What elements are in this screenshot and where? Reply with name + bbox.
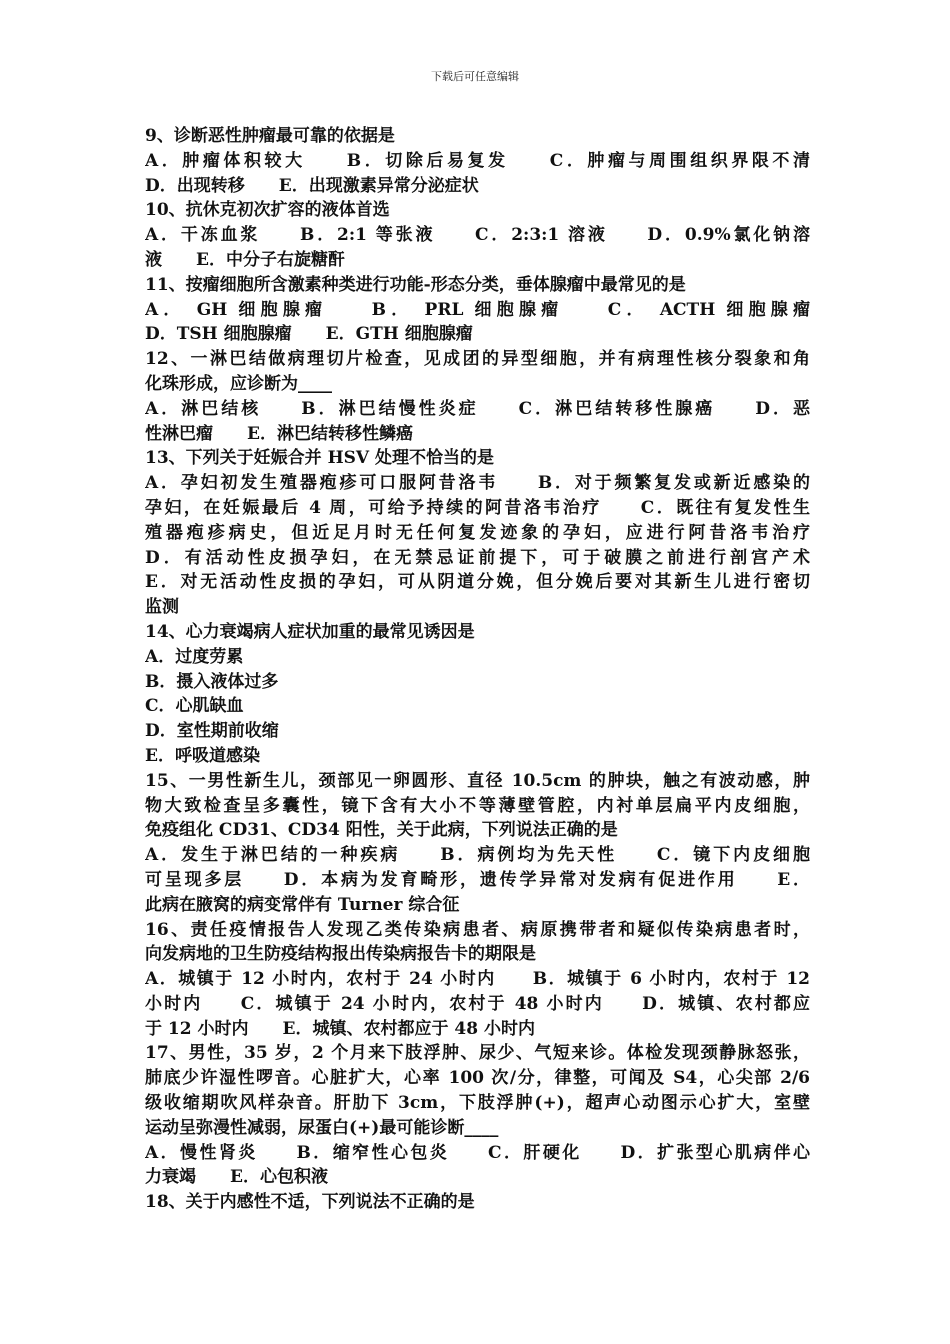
text-line: D．TSH 细胞腺瘤 E．GTH 细胞腺瘤 (145, 324, 473, 345)
text-line: A．淋巴结核 B．淋巴结慢性炎症 C．淋巴结转移性腺癌 D．恶 (145, 398, 810, 419)
text-line: 性淋巴瘤 E．淋巴结转移性鳞癌 (145, 423, 413, 444)
text-line: E．呼吸道感染 (145, 745, 260, 766)
text-line: E．对无活动性皮损的孕妇，可从阴道分娩，但分娩后要对其新生儿进行密切 (145, 572, 810, 593)
text-line: 此病在腋窝的病变常伴有 Turner 综合征 (145, 894, 460, 915)
text-line: 于 12 小时内 E．城镇、农村都应于 48 小时内 (145, 1018, 535, 1039)
text-line: 液 E．中分子右旋糖酐 (145, 249, 345, 270)
text-line: 12、一淋巴结做病理切片检查，见成团的异型细胞，并有病理性核分裂象和角 (145, 349, 810, 370)
text-line: 化珠形成，应诊断为____ (145, 373, 332, 394)
text-line: A．发生于淋巴结的一种疾病 B．病例均为先天性 C．镜下内皮细胞 (145, 845, 810, 866)
text-line: D．有活动性皮损孕妇，在无禁忌证前提下，可于破膜之前进行剖宫产术 (145, 547, 810, 568)
text-line: 孕妇，在妊娠最后 4 周，可给予持续的阿昔洛韦治疗 C．既往有复发性生 (145, 497, 810, 518)
text-line: 免疫组化 CD31、CD34 阳性，关于此病，下列说法正确的是 (145, 820, 618, 841)
text-line: A．慢性肾炎 B．缩窄性心包炎 C．肝硬化 D．扩张型心肌病伴心 (145, 1142, 810, 1163)
text-line: A．孕妇初发生殖器疱疹可口服阿昔洛韦 B．对于频繁复发或新近感染的 (145, 473, 810, 494)
text-line: 17、男性，35 岁，2 个月来下肢浮肿、尿少、气短来诊。体检发现颈静脉怒张， (145, 1043, 810, 1064)
text-line: A． GH 细胞腺瘤 B． PRL 细胞腺瘤 C． ACTH 细胞腺瘤 (145, 299, 810, 320)
text-line: A．干冻血浆 B．2:1 等张液 C．2:3:1 溶液 D．0.9%氯化钠溶 (145, 225, 810, 246)
text-line: 10、抗休克初次扩容的液体首选 (145, 200, 390, 221)
text-line: 向发病地的卫生防疫结构报出传染病报告卡的期限是 (145, 944, 536, 965)
text-line: A．肿瘤体积较大 B．切除后易复发 C．肿瘤与周围组织界限不清 (145, 150, 810, 171)
text-line: 15、一男性新生儿，颈部见一卵圆形、直径 10.5cm 的肿块，触之有波动感，肿 (145, 770, 810, 791)
text-line: A．过度劳累 (145, 646, 244, 667)
text-line: 监测 (145, 597, 179, 618)
text-line: C．心肌缺血 (145, 696, 244, 717)
text-line: 运动呈弥漫性减弱，尿蛋白(+)最可能诊断____ (145, 1117, 499, 1138)
text-line: 13、下列关于妊娠合并 HSV 处理不恰当的是 (145, 448, 495, 469)
page-header: 下载后可任意编辑 (431, 70, 519, 83)
text-line: 力衰竭 E．心包积液 (145, 1167, 328, 1188)
question-list (145, 124, 810, 1215)
text-line: 9、诊断恶性肿瘤最可靠的依据是 (145, 126, 395, 146)
text-line: 殖器疱疹病史，但近足月时无任何复发迹象的孕妇，应进行阿昔洛韦治疗 (145, 522, 810, 543)
text-line: B．摄入液体过多 (145, 671, 279, 692)
text-line: 小时内 C．城镇于 24 小时内，农村于 48 小时内 D．城镇、农村都应 (145, 993, 810, 1014)
text-line: 可呈现多层 D．本病为发育畸形，遗传学异常对发病有促进作用 E． (145, 869, 810, 890)
text-line: 物大致检查呈多囊性，镜下含有大小不等薄壁管腔，内衬单层扁平内皮细胞， (145, 795, 810, 816)
text-line: 级收缩期吹风样杂音。肝肋下 3cm，下肢浮肿(+)，超声心动图示心扩大，室壁 (145, 1093, 810, 1114)
text-line: 18、关于内感性不适，下列说法不正确的是 (145, 1192, 475, 1213)
text-line: 肺底少许湿性啰音。心脏扩大，心率 100 次/分，律整，可闻及 S4，心尖部 2/6 (145, 1068, 810, 1089)
text-line: A．城镇于 12 小时内，农村于 24 小时内 B．城镇于 6 小时内，农村于 12 (145, 969, 810, 990)
text-line: 11、按瘤细胞所含激素种类进行功能-形态分类，垂体腺瘤中最常见的是 (145, 274, 686, 295)
text-line: D．出现转移 E．出现激素异常分泌症状 (145, 175, 479, 196)
text-line: 14、心力衰竭病人症状加重的最常见诱因是 (145, 621, 475, 642)
text-line: D．室性期前收缩 (145, 721, 279, 742)
text-line: 16、责任疫情报告人发现乙类传染病患者、病原携带者和疑似传染病患者时， (145, 919, 810, 940)
